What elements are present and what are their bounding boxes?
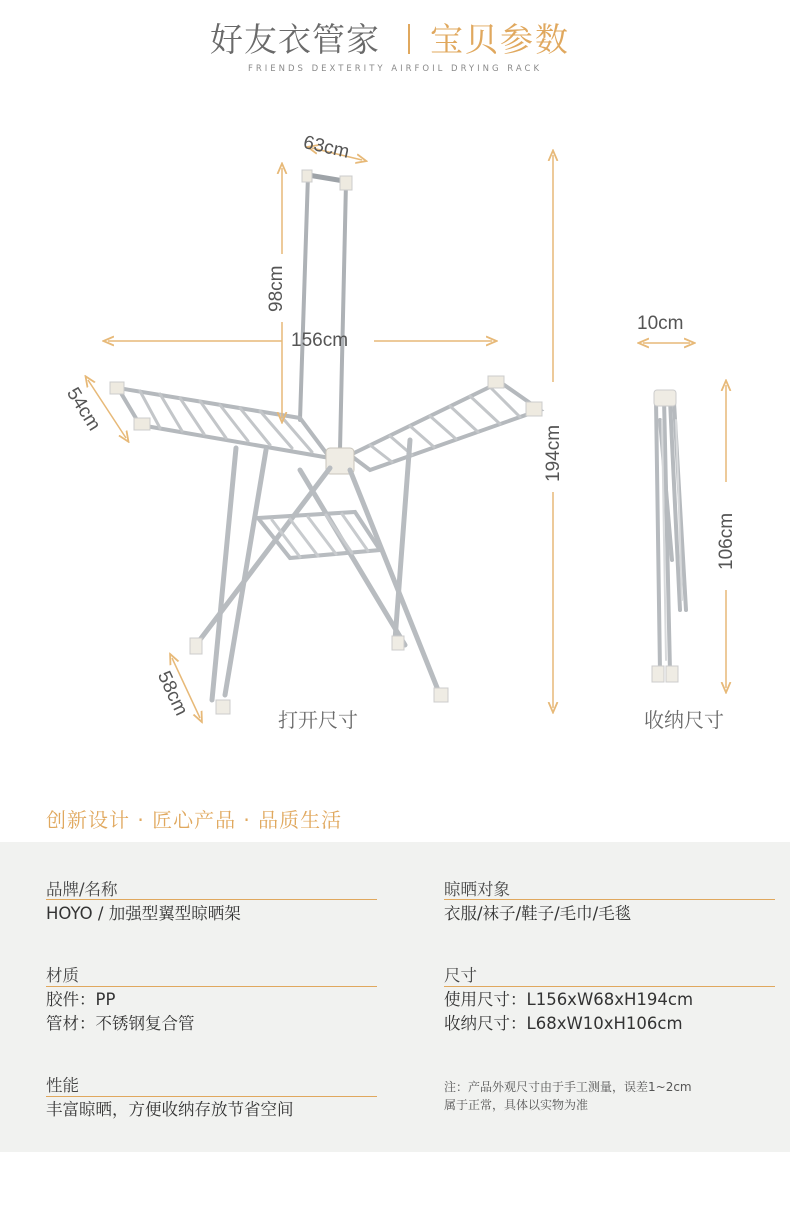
drying-rack-illustration: [0, 90, 790, 750]
open-rack-drawing: [110, 170, 542, 714]
spec-brand-value: HOYO / 加强型翼型晾晒架: [46, 904, 241, 923]
spec-size-folded: 收纳尺寸：L68xW10xH106cm: [444, 1014, 683, 1033]
caption-open-size: 打开尺寸: [278, 708, 358, 732]
dim-folded-height: 106cm: [716, 512, 737, 570]
spec-brand-title: 品牌/名称: [46, 880, 118, 899]
dim-total-height: 194cm: [543, 424, 564, 482]
english-subtitle: FRIENDS DEXTERITY AIRFOIL DRYING RACK: [247, 64, 543, 74]
spec-size-title: 尺寸: [444, 966, 477, 985]
caption-folded-size: 收纳尺寸: [644, 708, 724, 732]
spec-rule: [46, 899, 377, 900]
spec-material-line-1: 胶件：PP: [46, 990, 116, 1009]
spec-note-line-2: 属于正常，具体以实物为准: [444, 1098, 589, 1112]
spec-rule: [444, 899, 775, 900]
spec-rule: [46, 1096, 377, 1097]
title-divider: [408, 24, 410, 54]
spec-material-line-2: 管材：不锈钢复合管: [46, 1014, 195, 1033]
spec-size-use: 使用尺寸：L156xW68xH194cm: [444, 990, 694, 1009]
brand-title: 好友衣管家: [210, 20, 380, 59]
folded-rack-drawing: [652, 390, 686, 682]
dim-pole-height: 98cm: [266, 265, 287, 312]
dim-wing-depth: 54cm: [62, 384, 105, 435]
spec-note-line-1: 注：产品外观尺寸由于手工测量，误差1~2cm: [444, 1080, 692, 1094]
spec-rule: [444, 986, 775, 987]
dim-base-depth: 58cm: [152, 668, 192, 719]
spec-feature-value: 丰富晾晒，方便收纳存放节省空间: [46, 1100, 294, 1119]
dim-top-width: 63cm: [301, 132, 352, 163]
spec-objects-value: 衣服/袜子/鞋子/毛巾/毛毯: [444, 904, 632, 923]
spec-feature-title: 性能: [46, 1076, 79, 1095]
spec-rule: [46, 986, 377, 987]
spec-material-title: 材质: [46, 966, 79, 985]
open-dimension-lines: [88, 148, 553, 718]
section-title: 宝贝参数: [430, 20, 570, 59]
dim-span-width: 156cm: [291, 330, 349, 351]
spec-objects-title: 晾晒对象: [444, 880, 510, 899]
slogan: 创新设计 · 匠心产品 · 品质生活: [46, 808, 343, 832]
dim-folded-thickness: 10cm: [637, 313, 684, 334]
